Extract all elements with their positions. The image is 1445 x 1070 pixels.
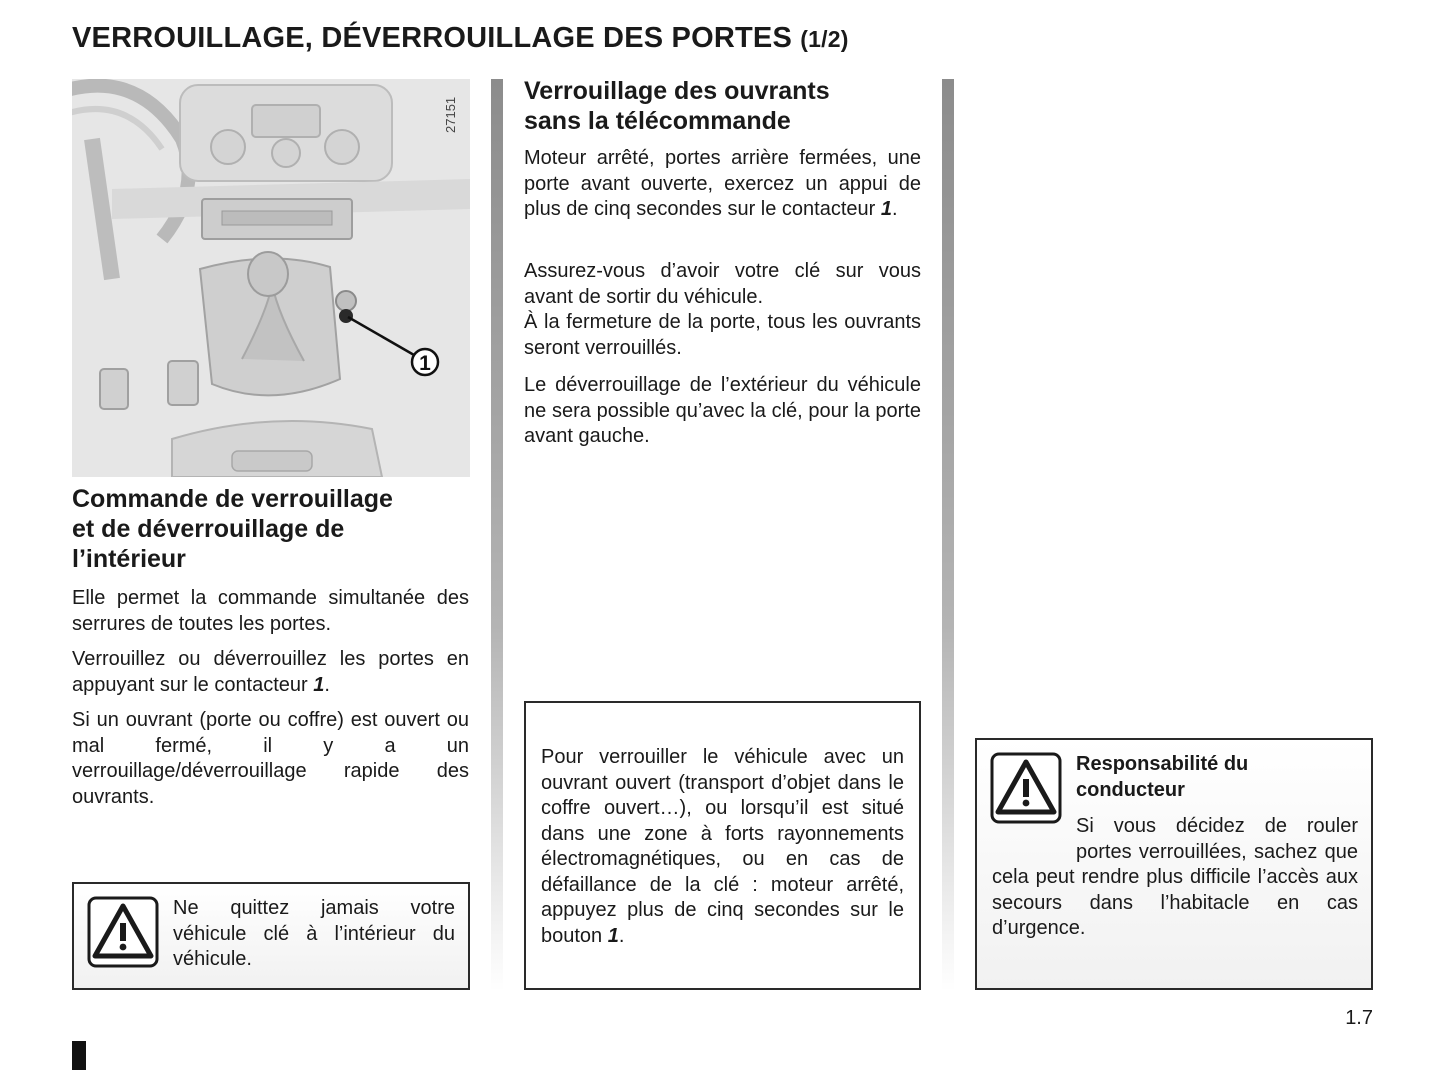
middle-paragraph-2a: Assurez-vous d’avoir votre clé sur vous avant de sortir du véhicule. (524, 260, 921, 308)
middle-paragraph-2b: À la fermeture de la porte, tous les ouvrants seront verrouillés. (524, 311, 921, 359)
left-paragraph-3: Si un ouvrant (porte ou coffre) est ouvert ou mal fermé, il y a un verrouillage/déverrouillage rapide des ouvrants. (72, 709, 469, 808)
note-text: Pour verrouiller le véhicule avec un ouvrant ouvert (transport d’objet dans le coffre ouvert…), ou lorsqu’il est situé dans une zone à forts rayonnements électromagnétiques, ou en cas de défaillance de la clé : moteur arrêté, appuyez plus de cinq secondes sur le bouton 1. (541, 746, 904, 947)
warning-text-right: Si vous décidez de rouler portes verrouillées, sachez que cela peut rendre plus difficile l’accès aux secours dans l’habitacle en cas d’urgence. (992, 815, 1358, 939)
figure-code: 27151 (443, 96, 458, 133)
button-ref: 1 (607, 924, 619, 947)
left-paragraph-2: Verrouillez ou déverrouillez les portes en appuyant sur le contacteur 1. (72, 648, 469, 696)
page-number: 1.7 (1345, 1007, 1373, 1029)
heading-line: et de déverrouillage de (72, 515, 345, 543)
heading-line: Verrouillage des ouvrants (524, 77, 830, 105)
left-section-heading (72, 484, 472, 574)
warning-title-right: Responsabilité du conducteur (1076, 753, 1249, 801)
callout-number: 1 (419, 352, 431, 375)
warning-triangle-icon (87, 896, 159, 968)
page-title: VERROUILLAGE, DÉVERROUILLAGE DES PORTES (1/2) (72, 22, 849, 54)
left-paragraph-1: Elle permet la commande simultanée des serrures de toutes les portes. (72, 587, 469, 635)
warning-box-left (72, 882, 470, 990)
middle-paragraph-1: Moteur arrêté, portes arrière fermées, une porte avant ouverte, exercez un appui de plus de cinq secondes sur le contacteur 1. (524, 147, 921, 220)
column-divider-right (942, 79, 954, 991)
middle-paragraph-3: Le déverrouillage de l’extérieur du véhicule ne sera possible qu’avec la clé, pour la porte avant gauche. (524, 374, 921, 447)
note-box-middle (524, 701, 921, 990)
heading-line: sans la télécommande (524, 107, 791, 135)
page-marker (72, 1041, 86, 1070)
contact-ref: 1 (313, 673, 325, 696)
contact-ref: 1 (880, 198, 892, 220)
dashboard-illustration (72, 79, 470, 477)
warning-box-right (975, 738, 1373, 990)
heading-line: l’intérieur (72, 545, 186, 573)
page-title-part: (1/2) (800, 26, 849, 52)
middle-section-heading (524, 76, 924, 136)
dashboard-drawing (72, 79, 470, 477)
column-divider-left (491, 79, 503, 991)
warning-text-left: Ne quittez jamais votre véhicule clé à l’intérieur du véhicule. (173, 897, 455, 970)
heading-line: Commande de verrouillage (72, 485, 393, 513)
warning-text-wrap (992, 814, 1358, 942)
